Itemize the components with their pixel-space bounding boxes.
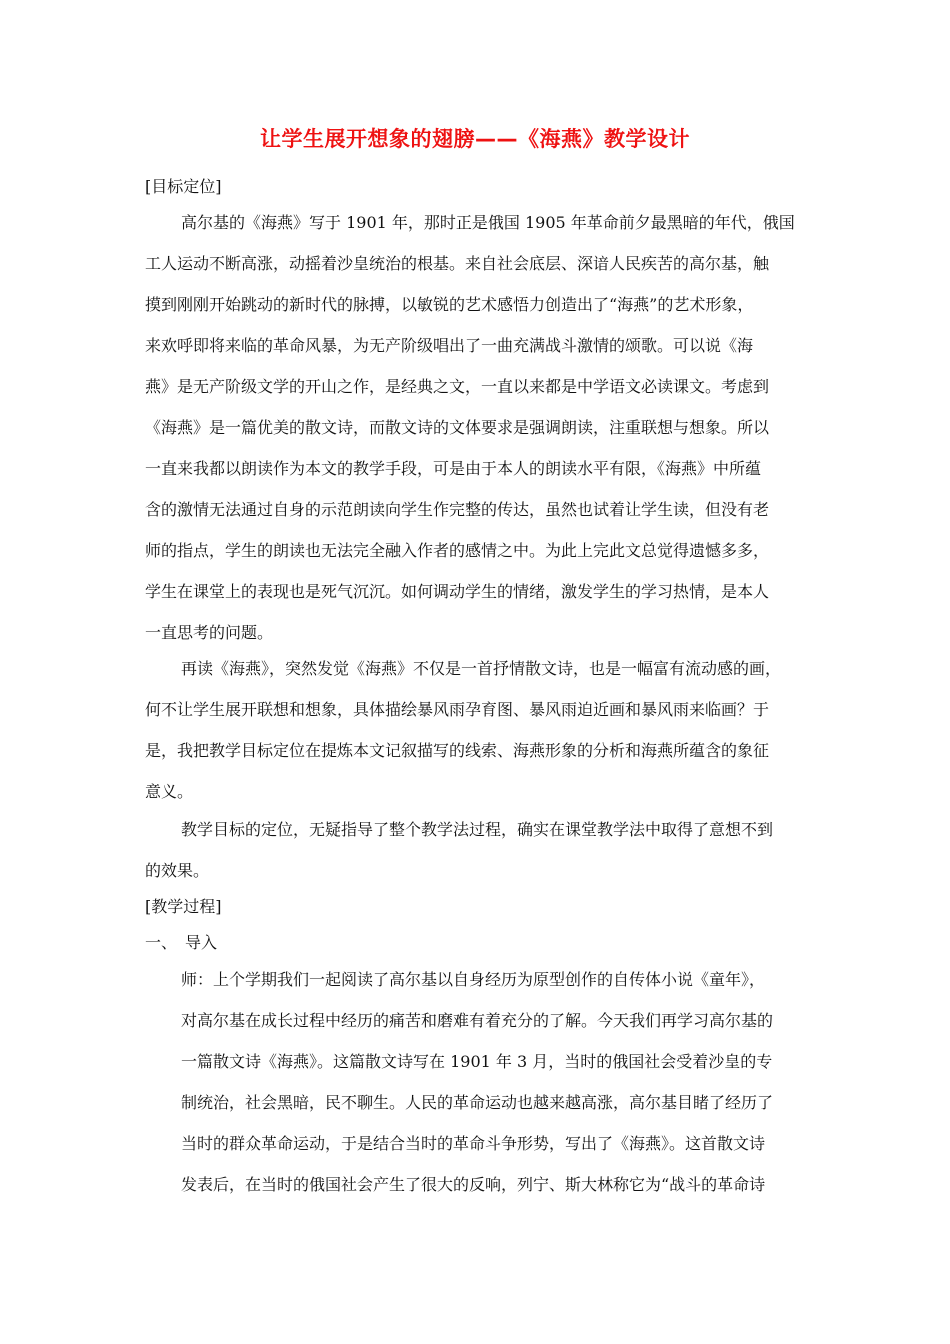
paragraph-line: 来欢呼即将来临的革命风暴，为无产阶级唱出了一曲充满战斗激情的颂歌。可以说《海 xyxy=(145,336,754,355)
paragraph-line: 发表后，在当时的俄国社会产生了很大的反响，列宁、斯大林称它为“战斗的革命诗 xyxy=(181,1175,766,1194)
document-title: 让学生展开想象的翅膀——《海燕》教学设计 xyxy=(260,127,690,151)
paragraph-line: 何不让学生展开联想和想象，具体描绘暴风雨孕育图、暴风雨迫近画和暴风雨来临画？于 xyxy=(145,700,770,719)
section-heading-goal: [目标定位] xyxy=(145,177,222,196)
paragraph-line: 摸到刚刚开始跳动的新时代的脉搏，以敏锐的艺术感悟力创造出了“海燕”的艺术形象， xyxy=(145,295,754,314)
paragraph-line: 意义。 xyxy=(145,782,194,801)
paragraph-line: 制统治，社会黑暗，民不聊生。人民的革命运动也越来越高涨，高尔基目睹了经历了 xyxy=(181,1093,774,1112)
paragraph-line: 《海燕》是一篇优美的散文诗，而散文诗的文体要求是强调朗读，注重联想与想象。所以 xyxy=(145,418,770,437)
paragraph-line: 师的指点，学生的朗读也无法完全融入作者的感情之中。为此上完此文总觉得遗憾多多， xyxy=(145,541,770,560)
section-heading-process: [教学过程] xyxy=(145,897,222,916)
paragraph-line: 一直思考的问题。 xyxy=(145,623,274,642)
list-number: 一、 xyxy=(145,933,178,952)
paragraph-line: 是，我把教学目标定位在提炼本文记叙描写的线索、海燕形象的分析和海燕所蕴含的象征 xyxy=(145,741,770,760)
paragraph-line: 师：上个学期我们一起阅读了高尔基以自身经历为原型创作的自传体小说《童年》， xyxy=(181,970,766,989)
paragraph-line: 当时的群众革命运动，于是结合当时的革命斗争形势，写出了《海燕》。这首散文诗 xyxy=(181,1134,766,1153)
paragraph-line: 一篇散文诗《海燕》。这篇散文诗写在 1901 年 3 月，当时的俄国社会受着沙皇的专 xyxy=(181,1052,773,1071)
list-item-label: 导入 xyxy=(185,933,218,952)
paragraph-line: 学生在课堂上的表现也是死气沉沉。如何调动学生的情绪，激发学生的学习热情，是本人 xyxy=(145,582,770,601)
paragraph-line: 高尔基的《海燕》写于 1901 年，那时正是俄国 1905 年革命前夕最黑暗的年代，俄国 xyxy=(181,213,795,232)
paragraph-line: 含的激情无法通过自身的示范朗读向学生作完整的传达，虽然也试着让学生读，但没有老 xyxy=(145,500,770,519)
paragraph-line: 对高尔基在成长过程中经历的痛苦和磨难有着充分的了解。今天我们再学习高尔基的 xyxy=(181,1011,774,1030)
paragraph-line: 燕》是无产阶级文学的开山之作，是经典之文，一直以来都是中学语文必读课文。考虑到 xyxy=(145,377,770,396)
list-item-intro xyxy=(145,932,217,954)
paragraph-line: 工人运动不断高涨，动摇着沙皇统治的根基。来自社会底层、深谙人民疾苦的高尔基，触 xyxy=(145,254,770,273)
paragraph-line: 的效果。 xyxy=(145,861,210,880)
paragraph-line: 再读《海燕》，突然发觉《海燕》不仅是一首抒情散文诗，也是一幅富有流动感的画， xyxy=(181,659,782,678)
paragraph-line: 教学目标的定位，无疑指导了整个教学法过程，确实在课堂教学法中取得了意想不到 xyxy=(181,820,774,839)
paragraph-line: 一直来我都以朗读作为本文的教学手段，可是由于本人的朗读水平有限，《海燕》中所蕴 xyxy=(145,459,762,478)
